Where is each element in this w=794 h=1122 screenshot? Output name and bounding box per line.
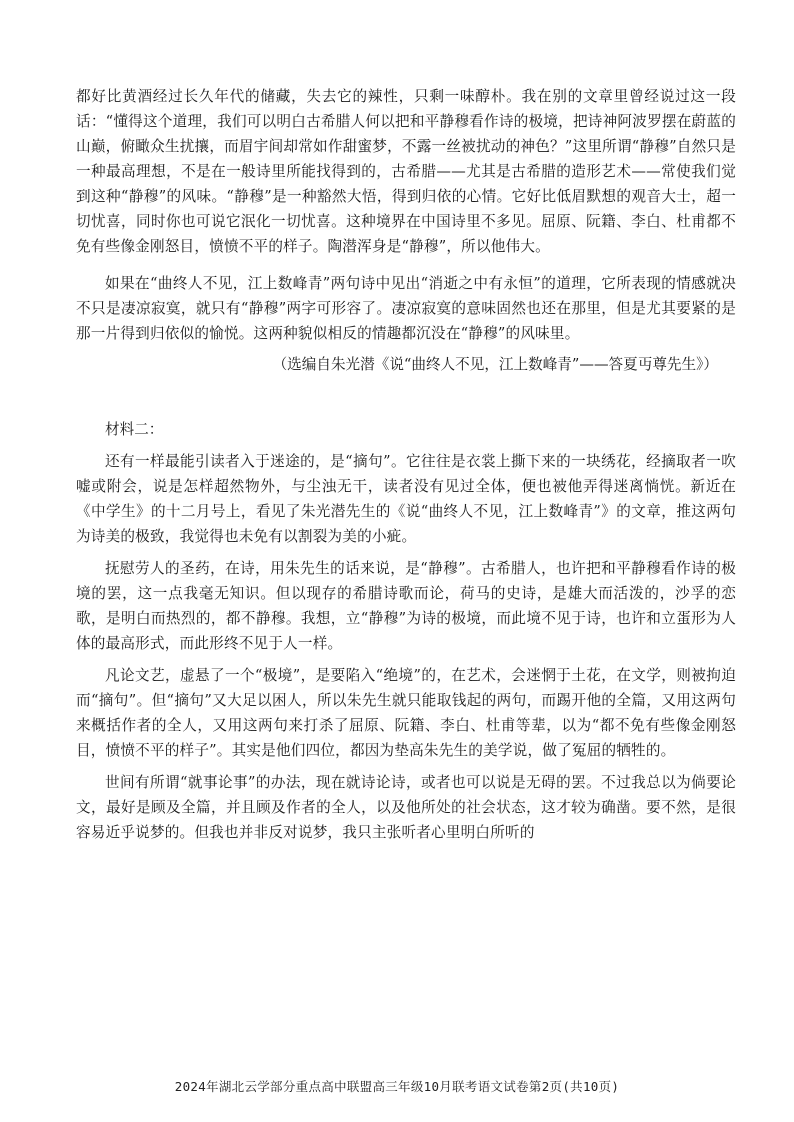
page-footer: 2024年湖北云学部分重点高中联盟高三年级10月联考语文试卷第2页(共10页) (174, 1079, 620, 1094)
paragraph-6: 世间有所谓“就事论事”的办法，现在就诗论诗，或者也可以说是无碍的罢。不过我总以为倘要论文，最好是顾及全篇，并且顾及作者的全人，以及他所处的社会状态，这才较为确凿。要不然，是很容易近乎说梦的。但我也并非反对说梦，我只主张听者心里明白所听的 (76, 774, 736, 841)
source-citation: （选编自朱光潜《说“曲终人不见，江上数峰青”——答夏丏尊先生》） (272, 356, 718, 373)
paragraph-5: 凡论文艺，虚悬了一个“极境”，是要陷入“绝境”的，在艺术，会迷惘于土花，在文学，则被拘迫而“摘句”。但“摘句”又大足以困人，所以朱先生就只能取钱起的两句，而踢开他的全篇，又用这两句来概括作者的全人，又用这两句来打杀了屈原、阮籍、李白、杜甫等辈，以为“都不免有些像金刚怒目，愤愤不平的样子”。其实是他们四位，都因为垫高朱先生的美学说，做了冤屈的牺牲的。 (76, 667, 736, 759)
paragraph-3: 还有一样最能引读者入于迷途的，是“摘句”。它往往是衣裳上撕下来的一块绣花，经摘取者一吹嘘或附会，说是怎样超然物外，与尘浊无干，读者没有见过全体，便也被他弄得迷离惝恍。新近在《中学生》的十二月号上，看见了朱光潜先生的《说“曲终人不见，江上数峰青”》的文章，推这两句为诗美的极致，我觉得也未免有以割裂为美的小疵。 (76, 453, 736, 545)
material-2-heading: 材料二： (105, 421, 164, 438)
reading-material (76, 84, 736, 845)
paragraph-4: 抚慰劳人的圣药，在诗，用朱先生的话来说，是“静穆”。古希腊人，也许把和平静穆看作诗的极境的罢，这一点我毫无知识。但以现存的希腊诗歌而论，荷马的史诗，是雄大而活泼的，沙孚的恋歌，是明白而热烈的，都不静穆。我想，立“静穆”为诗的极境，而此境不见于诗，也许和立蛋形为人体的最高形式，而此形终不见于人一样。 (76, 560, 736, 652)
paragraph-1: 都好比黄酒经过长久年代的储藏，失去它的辣性，只剩一味醇朴。我在别的文章里曾经说过这一段话：“懂得这个道理，我们可以明白古希腊人何以把和平静穆看作诗的极境，把诗神阿波罗摆在蔚蓝的山巅，俯瞰众生扰攘，而眉宇间却常如作甜蜜梦，不露一丝被扰动的神色？”这里所谓“静穆”自然只是一种最高理想，不是在一般诗里所能找得到的，古希腊——尤其是古希腊的造形艺术——常使我们觉到这种“静穆”的风味。“静穆”是一种豁然大悟，得到归依的心情。它好比低眉默想的观音大士，超一切忧喜，同时你也可说它泯化一切忧喜。这种境界在中国诗里不多见。屈原、阮籍、李白、杜甫都不免有些像金刚怒目，愤愤不平的样子。陶潜浑身是“静穆”，所以他伟大。 (76, 88, 736, 255)
paragraph-2: 如果在“曲终人不见，江上数峰青”两句诗中见出“消逝之中有永恒”的道理，它所表现的情感就决不只是凄凉寂寞，就只有“静穆”两字可形容了。凄凉寂寞的意味固然也还在那里，但是尤其要紧的是那一片得到归依似的愉悦。这两种貌似相反的情趣都沉没在“静穆”的风味里。 (76, 275, 736, 342)
